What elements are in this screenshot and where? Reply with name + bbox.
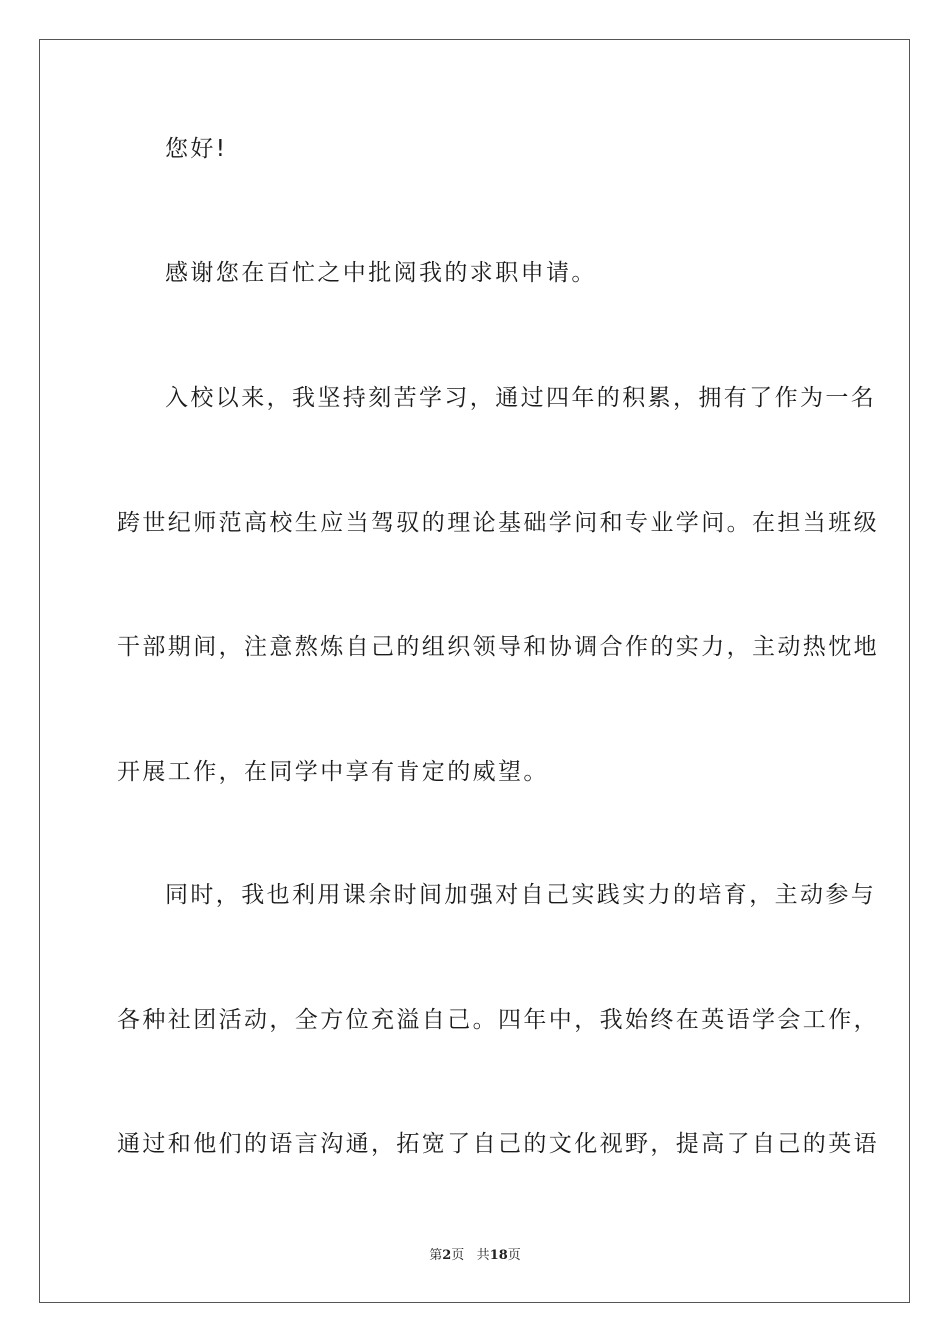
page-border [39, 39, 910, 1303]
greeting-line: 您好! [165, 136, 228, 162]
paragraph-line: 同时，我也利用课余时间加强对自己实践实力的培育，主动参与 [165, 882, 877, 908]
paragraph-line: 感谢您在百忙之中批阅我的求职申请。 [165, 260, 597, 286]
page-number: 2 [442, 1248, 452, 1263]
page-prefix: 第 [429, 1248, 443, 1263]
paragraph-line: 各种社团活动，全方位充溢自己。四年中，我始终在英语学会工作， [117, 1007, 879, 1033]
total-pages: 18 [489, 1248, 508, 1263]
page-suffix: 页 [451, 1248, 465, 1263]
paragraph-line: 开展工作，在同学中享有肯定的威望。 [117, 759, 549, 785]
paragraph-line: 通过和他们的语言沟通，拓宽了自己的文化视野，提高了自己的英语 [117, 1131, 879, 1157]
paragraph-line: 入校以来，我坚持刻苦学习，通过四年的积累，拥有了作为一名 [165, 385, 877, 411]
paragraph-line: 跨世纪师范高校生应当驾驭的理论基础学问和专业学问。在担当班级 [117, 510, 879, 536]
paragraph-line: 干部期间，注意熬炼自己的组织领导和协调合作的实力，主动热忱地 [117, 634, 879, 660]
page-footer [0, 1248, 950, 1264]
total-prefix: 共 [476, 1248, 490, 1263]
total-suffix: 页 [507, 1248, 521, 1263]
